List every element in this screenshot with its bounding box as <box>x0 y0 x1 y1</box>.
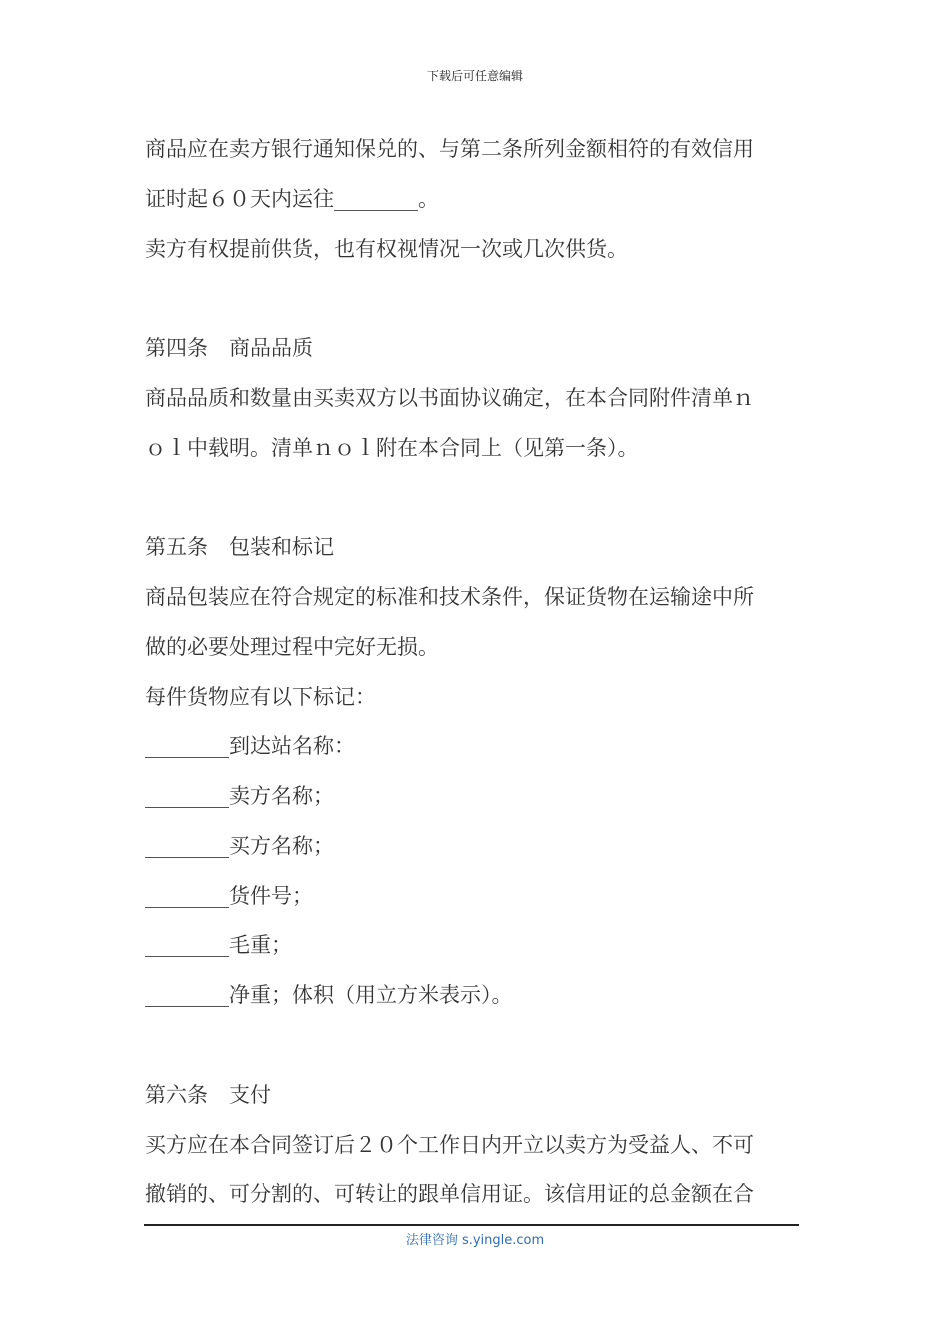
section-heading: 第五条 包装和标记 <box>145 535 334 559</box>
mark-list-item: ________买方名称； <box>145 834 334 858</box>
mark-list-item: ________毛重； <box>145 933 292 957</box>
footer-link[interactable]: 法律咨询 s.yingle.com <box>405 1233 545 1248</box>
footer-divider <box>144 1224 799 1226</box>
mark-list-item: ________货件号； <box>145 884 313 908</box>
paragraph-line: 商品品质和数量由买卖双方以书面协议确定，在本合同附件清单ｎ <box>145 386 754 410</box>
paragraph-line: 做的必要处理过程中完好无损。 <box>145 635 439 659</box>
section-heading: 第四条 商品品质 <box>145 336 313 360</box>
mark-list-item: ________到达站名称： <box>145 734 355 758</box>
section-heading: 第六条 支付 <box>145 1083 271 1107</box>
paragraph-line: 商品包装应在符合规定的标准和技术条件，保证货物在运输途中所 <box>145 585 754 609</box>
paragraph-line: 商品应在卖方银行通知保兑的、与第二条所列金额相符的有效信用 <box>145 137 754 161</box>
paragraph-line: 撤销的、可分割的、可转让的跟单信用证。该信用证的总金额在合 <box>145 1182 754 1206</box>
paragraph-line: 买方应在本合同签订后２０个工作日内开立以卖方为受益人、不可 <box>145 1133 754 1157</box>
page-header: 下载后可任意编辑 <box>426 69 523 83</box>
paragraph-line: 卖方有权提前供货，也有权视情况一次或几次供货。 <box>145 237 628 261</box>
paragraph-line: ｏｌ中载明。清单ｎｏｌ附在本合同上（见第一条）。 <box>145 436 639 460</box>
paragraph-line: 每件货物应有以下标记： <box>145 685 376 709</box>
mark-list-item: ________卖方名称； <box>145 784 334 808</box>
paragraph-line: 证时起６０天内运往________。 <box>145 187 439 211</box>
mark-list-item: ________净重；体积（用立方米表示）。 <box>145 983 513 1007</box>
